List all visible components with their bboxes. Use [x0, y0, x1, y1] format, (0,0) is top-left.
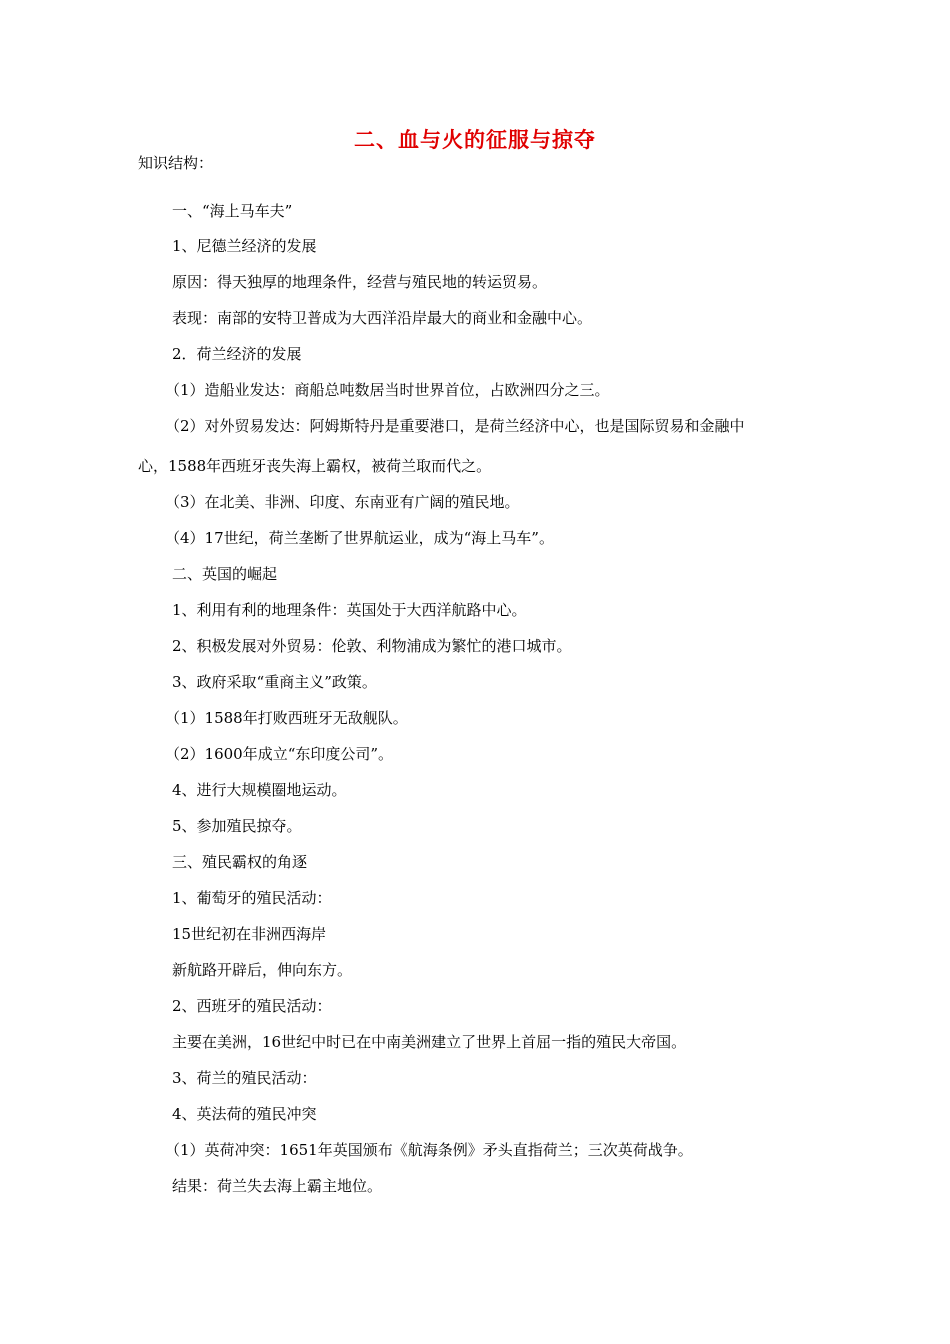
document-title: 二、血与火的征服与掠夺	[354, 128, 596, 152]
heading-line: 一、“海上马车夫”	[172, 202, 293, 220]
subheading-line: 3、荷兰的殖民活动：	[172, 1069, 317, 1087]
subheading-line: 2．荷兰经济的发展	[172, 345, 302, 363]
subheading-line: 4、英法荷的殖民冲突	[172, 1105, 317, 1123]
body-line: 表现：南部的安特卫普成为大西洋沿岸最大的商业和金融中心。	[172, 309, 593, 327]
body-line: （2）对外贸易发达：阿姆斯特丹是重要港口，是荷兰经济中心，也是国际贸易和金融中	[165, 417, 745, 435]
body-line: （2）1600年成立“东印度公司”。	[165, 745, 394, 763]
body-line: （1）1588年打败西班牙无敌舰队。	[165, 709, 408, 727]
body-line: 1、利用有利的地理条件：英国处于大西洋航路中心。	[172, 601, 527, 619]
body-line: （1）英荷冲突：1651年英国颁布《航海条例》矛头直指荷兰；三次英荷战争。	[165, 1141, 693, 1159]
body-line: 结果：荷兰失去海上霸主地位。	[172, 1177, 383, 1195]
subheading-line: 1、葡萄牙的殖民活动：	[172, 889, 332, 907]
body-line: 原因：得天独厚的地理条件，经营与殖民地的转运贸易。	[172, 273, 548, 291]
body-line: （3）在北美、非洲、印度、东南亚有广阔的殖民地。	[165, 493, 520, 511]
body-line: 主要在美洲，16世纪中时已在中南美洲建立了世界上首屈一指的殖民大帝国。	[172, 1033, 687, 1051]
heading-line: 二、英国的崛起	[172, 565, 278, 583]
section-label: 知识结构：	[138, 154, 214, 172]
body-line: 3、政府采取“重商主义”政策。	[172, 673, 377, 691]
body-line: 2、积极发展对外贸易：伦敦、利物浦成为繁忙的港口城市。	[172, 637, 572, 655]
body-line: 5、参加殖民掠夺。	[172, 817, 302, 835]
body-line: （4）17世纪，荷兰垄断了世界航运业，成为“海上马车”。	[165, 529, 554, 547]
body-line: 15世纪初在非洲西海岸	[172, 925, 327, 943]
body-line: 4、进行大规模圈地运动。	[172, 781, 347, 799]
heading-line: 三、殖民霸权的角逐	[172, 853, 308, 871]
body-line: 新航路开辟后，伸向东方。	[172, 961, 353, 979]
body-line: （1）造船业发达：商船总吨数居当时世界首位，占欧洲四分之三。	[165, 381, 610, 399]
subheading-line: 1、尼德兰经济的发展	[172, 237, 317, 255]
subheading-line: 2、西班牙的殖民活动：	[172, 997, 332, 1015]
body-line: 心，1588年西班牙丧失海上霸权，被荷兰取而代之。	[138, 457, 492, 475]
